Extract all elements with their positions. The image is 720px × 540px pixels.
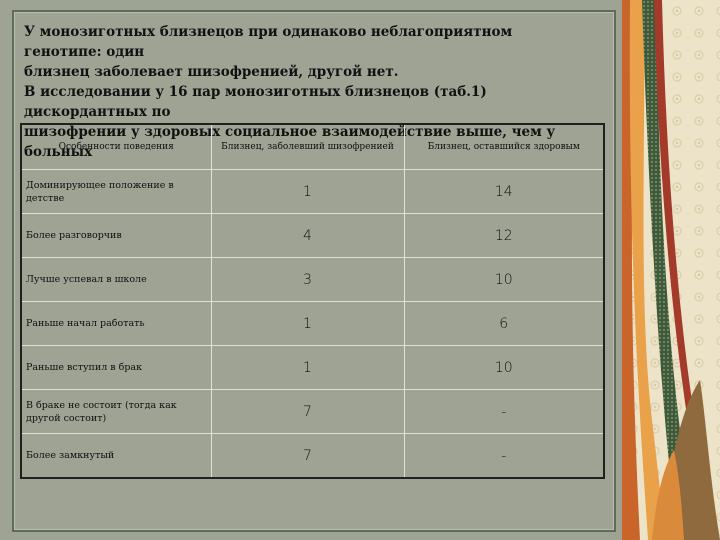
- decorative-flourish: [622, 0, 720, 540]
- header-behavior: Особенности поведения: [21, 124, 211, 170]
- sick-value: 3: [211, 258, 404, 302]
- table-row: [21, 346, 604, 390]
- heading-line-1: У монозиготных близнецов при одинаково неблагоприятном генотипе: один: [24, 24, 513, 60]
- healthy-value: 10: [404, 346, 604, 390]
- sick-value: 7: [211, 434, 404, 479]
- healthy-value: 10: [404, 258, 604, 302]
- table-row: [21, 170, 604, 214]
- healthy-value: 12: [404, 214, 604, 258]
- heading-line-3: В исследовании у 16 пар монозиготных близнецов (таб.1) дискордантных по: [24, 84, 487, 120]
- heading-line-4: шизофрении у здоровых социальное взаимодействие выше, чем у больных: [24, 124, 556, 160]
- table-header-row: [21, 124, 604, 170]
- sick-value: 1: [211, 346, 404, 390]
- sick-value: 1: [211, 302, 404, 346]
- sick-value: 4: [211, 214, 404, 258]
- row-label: В браке не состоит (тогда как другой состоит): [21, 390, 211, 434]
- table-row: [21, 214, 604, 258]
- row-label: Более разговорчив: [21, 214, 211, 258]
- behavior-table: [20, 123, 605, 479]
- healthy-value: -: [404, 434, 604, 479]
- header-sick-twin: Близнец, заболевший шизофренией: [211, 124, 404, 170]
- header-healthy-twin: Близнец, оставшийся здоровым: [404, 124, 604, 170]
- row-label: Раньше начал работать: [21, 302, 211, 346]
- sick-value: 1: [211, 170, 404, 214]
- healthy-value: 14: [404, 170, 604, 214]
- sick-value: 7: [211, 390, 404, 434]
- healthy-value: -: [404, 390, 604, 434]
- row-label: Лучше успевал в школе: [21, 258, 211, 302]
- decorative-side-panel: [622, 0, 720, 540]
- table-row: [21, 434, 604, 479]
- heading-line-2: близнец заболевает шизофренией, другой нет.: [24, 64, 399, 80]
- healthy-value: 6: [404, 302, 604, 346]
- table-row: [21, 302, 604, 346]
- table-row: [21, 390, 604, 434]
- row-label: Раньше вступил в брак: [21, 346, 211, 390]
- table-row: [21, 258, 604, 302]
- row-label: Более замкнутый: [21, 434, 211, 479]
- row-label: Доминирующее положение в детстве: [21, 170, 211, 214]
